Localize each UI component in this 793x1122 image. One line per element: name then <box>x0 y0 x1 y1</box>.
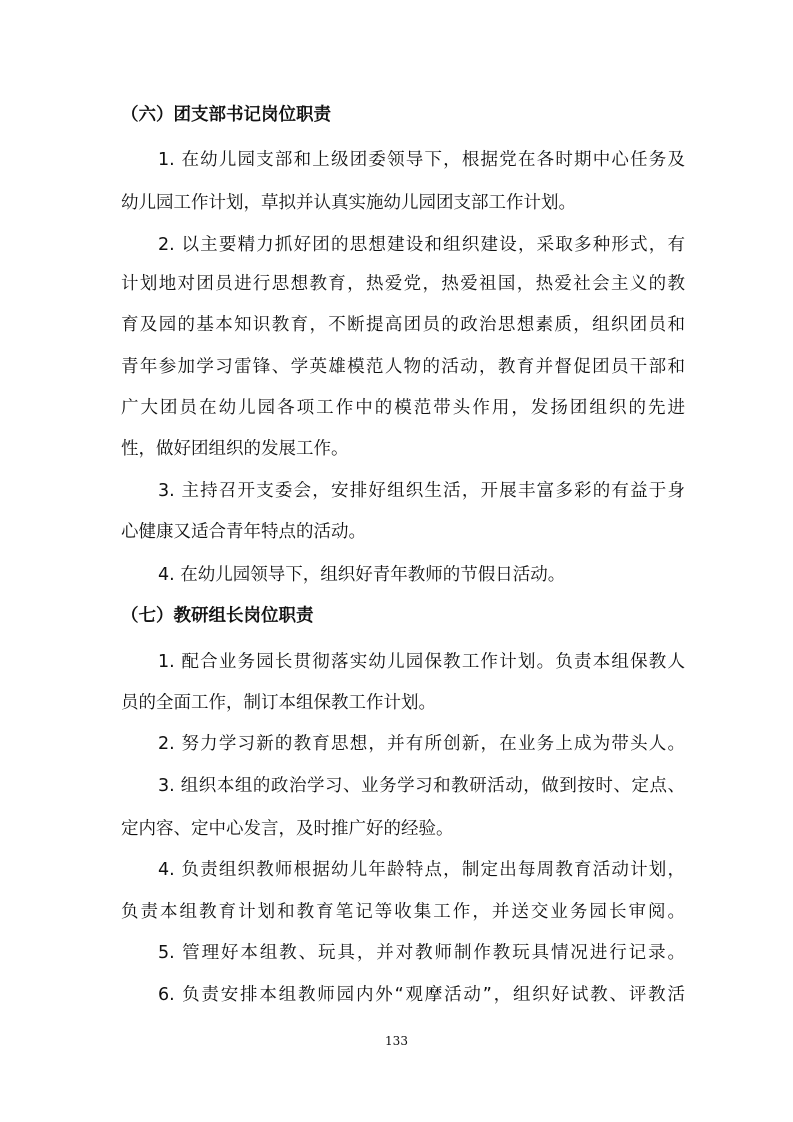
paragraph-line: 6. 负责安排本组教师园内外“观摩活动”，组织好试教、评教活 <box>158 985 685 1005</box>
paragraph-line: 4. 在幼儿园领导下，组织好青年教师的节假日活动。 <box>158 565 566 585</box>
paragraph-line: 3. 组织本组的政治学习、业务学习和教研活动，做到按时、定点、 <box>158 776 685 796</box>
paragraph-line: 广大团员在幼儿园各项工作中的模范带头作用，发扬团组织的先进 <box>121 398 685 418</box>
paragraph-line: 性，做好团组织的发展工作。 <box>121 439 349 459</box>
paragraph-line: 4. 负责组织教师根据幼儿年龄特点，制定出每周教育活动计划， <box>158 860 685 880</box>
paragraph-line: 1. 配合业务园长贯彻落实幼儿园保教工作计划。负责本组保教人 <box>158 652 685 672</box>
paragraph-line: 3. 主持召开支委会，安排好组织生活，开展丰富多彩的有益于身 <box>158 481 685 501</box>
page-number: 133 <box>385 1034 408 1048</box>
paragraph-line: 1. 在幼儿园支部和上级团委领导下，根据党在各时期中心任务及 <box>158 150 685 170</box>
paragraph-line: 定内容、定中心发言，及时推广好的经验。 <box>121 819 454 839</box>
paragraph-line: 心健康又适合青年特点的活动。 <box>121 522 366 542</box>
paragraph-line: 2. 努力学习新的教育思想，并有所创新，在业务上成为带头人。 <box>158 734 685 754</box>
paragraph-line: 5. 管理好本组教、玩具，并对教师制作教玩具情况进行记录。 <box>158 943 685 963</box>
section-heading-7: （七）教研组长岗位职责 <box>121 606 314 626</box>
section-heading-6: （六）团支部书记岗位职责 <box>121 105 331 125</box>
paragraph-line: 青年参加学习雷锋、学英雄模范人物的活动，教育并督促团员干部和 <box>121 357 685 377</box>
paragraph-line: 负责本组教育计划和教育笔记等收集工作，并送交业务园长审阅。 <box>121 902 685 922</box>
paragraph-line: 幼儿园工作计划，草拟并认真实施幼儿园团支部工作计划。 <box>121 193 576 213</box>
paragraph-line: 2. 以主要精力抓好团的思想建设和组织建设，采取多种形式，有 <box>158 235 685 255</box>
paragraph-line: 员的全面工作，制订本组保教工作计划。 <box>121 693 436 713</box>
paragraph-line: 计划地对团员进行思想教育，热爱党，热爱祖国，热爱社会主义的教 <box>121 274 685 294</box>
paragraph-line: 育及园的基本知识教育，不断提高团员的政治思想素质，组织团员和 <box>121 315 685 335</box>
